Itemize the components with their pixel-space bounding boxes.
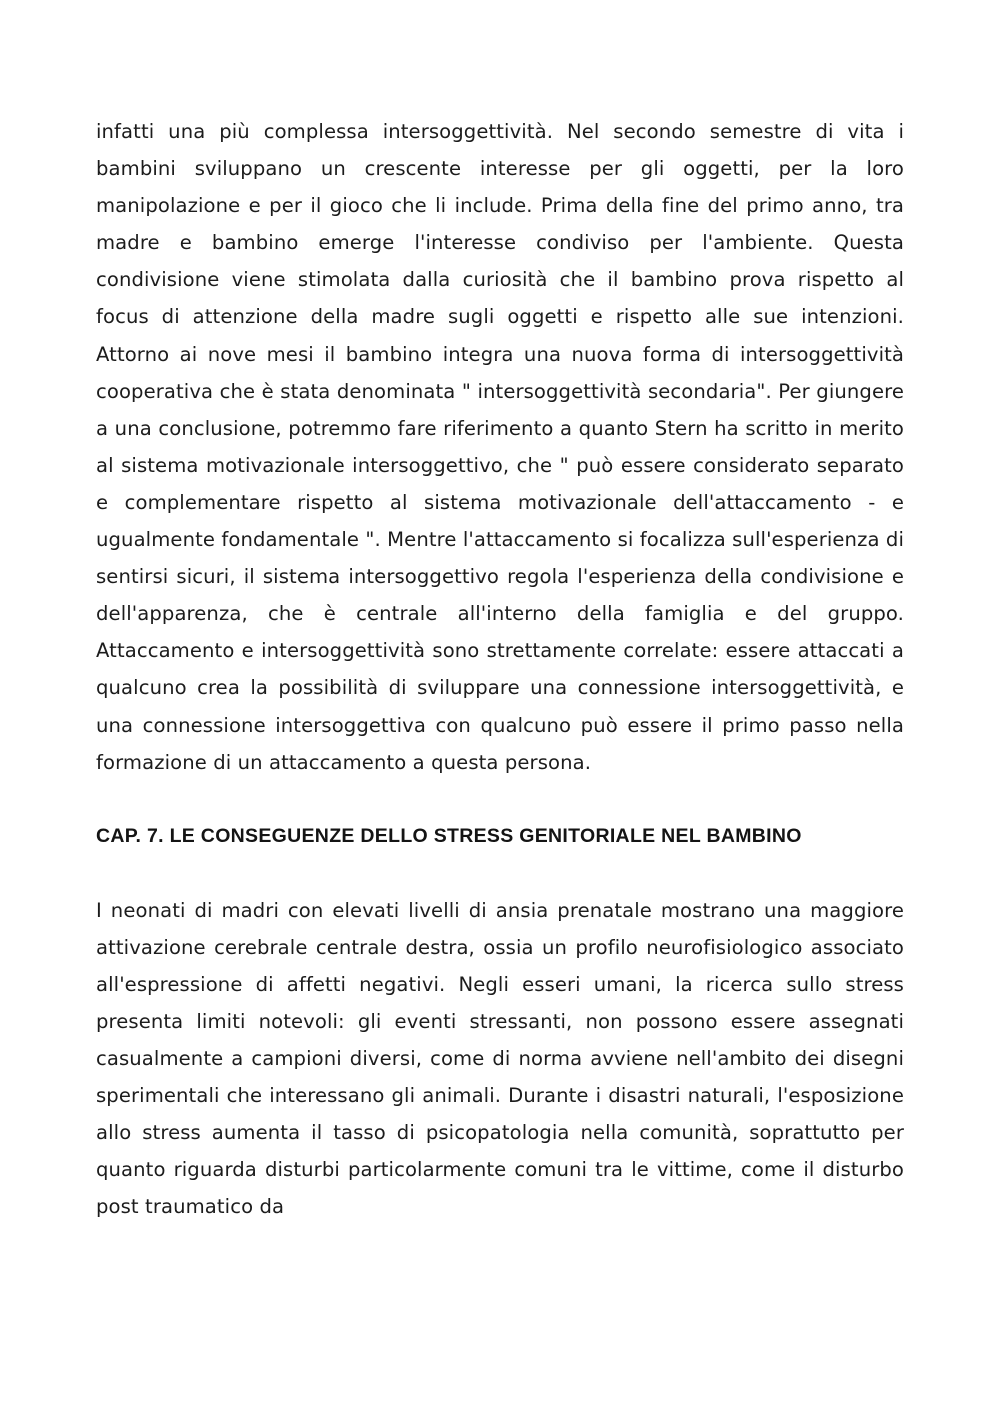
document-page (96, 113, 904, 1226)
body-paragraph: infatti una più complessa intersoggettività. Nel secondo semestre di vita i bambini sviluppano un crescente interesse per gli oggetti, per la loro manipolazione e per il gioco che li include. Prima della fine del primo anno, tra madre e bambino emerge l'interesse condiviso per l'ambiente. Questa condivisione viene stimolata dalla curiosità che il bambino prova rispetto al focus di attenzione della madre sugli oggetti e rispetto alle sue intenzioni. Attorno ai nove mesi il bambino integra una nuova forma di intersoggettività cooperativa che è stata denominata " intersoggettività secondaria". Per giungere a una conclusione, potremmo fare riferimento a quanto Stern ha scritto in merito al sistema motivazionale intersoggettivo, che " può essere considerato separato e complementare rispetto al sistema motivazionale dell'attaccamento - e ugualmente fondamentale ". Mentre l'attaccamento si focalizza sull'esperienza di sentirsi sicuri, il sistema intersoggettivo regola l'esperienza della condivisione e dell'apparenza, che è centrale all'interno della famiglia e del gruppo. Attaccamento e intersoggettività sono strettamente correlate: essere attaccati a qualcuno crea la possibilità di sviluppare una connessione intersoggettività, e una connessione intersoggettiva con qualcuno può essere il primo passo nella formazione di un attaccamento a questa persona. (96, 120, 904, 774)
chapter-heading: CAP. 7. LE CONSEGUENZE DELLO STRESS GENITORIALE NEL BAMBINO (96, 824, 802, 847)
body-paragraph: I neonati di madri con elevati livelli di ansia prenatale mostrano una maggiore attivazione cerebrale centrale destra, ossia un profilo neurofisiologico associato all'espressione di affetti negativi. Negli esseri umani, la ricerca sullo stress presenta limiti notevoli: gli eventi stressanti, non possono essere assegnati casualmente a campioni diversi, come di norma avviene nell'ambito dei disegni sperimentali che interessano gli animali. Durante i disastri naturali, l'esposizione allo stress aumenta il tasso di psicopatologia nella comunità, soprattutto per quanto riguarda disturbi particolarmente comuni tra le vittime, come il disturbo post traumatico da (96, 898, 904, 1219)
